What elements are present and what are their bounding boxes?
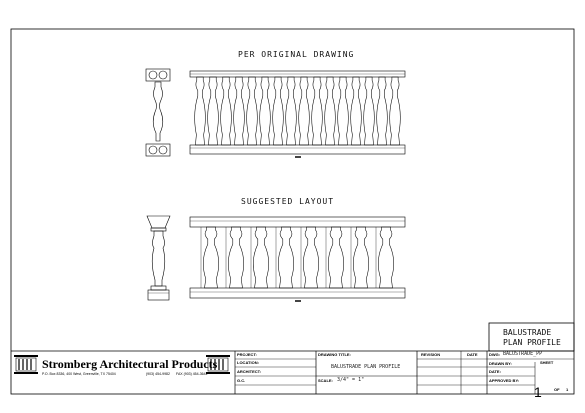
drawing-title-label: DRAWING TITLE:	[318, 352, 351, 357]
baluster	[234, 77, 245, 145]
baluster	[303, 227, 318, 288]
company-address: P.O. Box 8336, 400 West, Greenville, TX 75404	[42, 372, 116, 376]
gc-label: G.C.	[237, 378, 246, 383]
suggested-railing-elevation	[190, 217, 405, 298]
baluster	[195, 77, 206, 145]
baluster	[338, 77, 349, 145]
dwg-value: BALUSTRADE_PP	[503, 351, 543, 357]
baluster	[253, 227, 268, 288]
title-box-line1: BALUSTRADE	[503, 328, 552, 337]
revision-date-header: DATE	[467, 352, 478, 357]
company-phone: (903) 454-9982	[146, 372, 170, 376]
baluster	[273, 77, 284, 145]
project-label: PROJECT:	[237, 352, 257, 357]
top-view-heading: PER ORIGINAL DRAWING	[238, 50, 355, 59]
baluster	[203, 227, 218, 288]
sheet-label: SHEET	[540, 360, 554, 365]
approved-by-label: APPROVED BY:	[489, 378, 520, 383]
sheet-number: 1	[534, 384, 542, 400]
drawing-title-value: BALUSTRADE PLAN PROFILE	[331, 364, 401, 370]
baluster	[390, 77, 401, 145]
date-label: DATE:	[489, 369, 501, 374]
suggested-side-profile	[147, 216, 170, 300]
sheet-of: OF	[554, 387, 560, 392]
baluster	[228, 227, 243, 288]
suggested-center-mark	[295, 300, 301, 302]
dwg-label: DWG:	[489, 352, 501, 357]
architect-label: ARCHITECT:	[237, 369, 261, 374]
baluster	[260, 77, 271, 145]
sheet-total: 1	[566, 387, 569, 392]
original-side-profile	[146, 69, 170, 156]
scale-label: SCALE:	[318, 378, 333, 383]
location-label: LOCATION:	[237, 360, 259, 365]
baluster	[325, 77, 336, 145]
company-fax: FAX (903) 454-3642	[176, 372, 208, 376]
scale-value: 3/4" = 1"	[337, 377, 365, 383]
sheet-border	[11, 29, 574, 394]
baluster	[351, 77, 362, 145]
baluster	[364, 77, 375, 145]
revision-label: REVISION	[421, 352, 441, 357]
baluster	[312, 77, 323, 145]
suggested-balusters	[201, 227, 394, 288]
baluster	[286, 77, 297, 145]
company-name: Stromberg Architectural Products	[42, 357, 218, 371]
company-logo-icon	[14, 355, 38, 374]
baluster	[247, 77, 258, 145]
baluster	[299, 77, 310, 145]
bottom-view-heading: SUGGESTED LAYOUT	[241, 197, 335, 206]
original-center-mark	[295, 156, 301, 158]
baluster	[278, 227, 293, 288]
baluster	[221, 77, 232, 145]
baluster	[377, 77, 388, 145]
baluster	[328, 227, 343, 288]
title-box-line2: PLAN PROFILE	[503, 338, 561, 347]
baluster	[378, 227, 393, 288]
drawn-by-label: DRAWN BY:	[489, 361, 512, 366]
baluster	[208, 77, 219, 145]
original-balusters	[195, 77, 401, 145]
baluster	[353, 227, 368, 288]
